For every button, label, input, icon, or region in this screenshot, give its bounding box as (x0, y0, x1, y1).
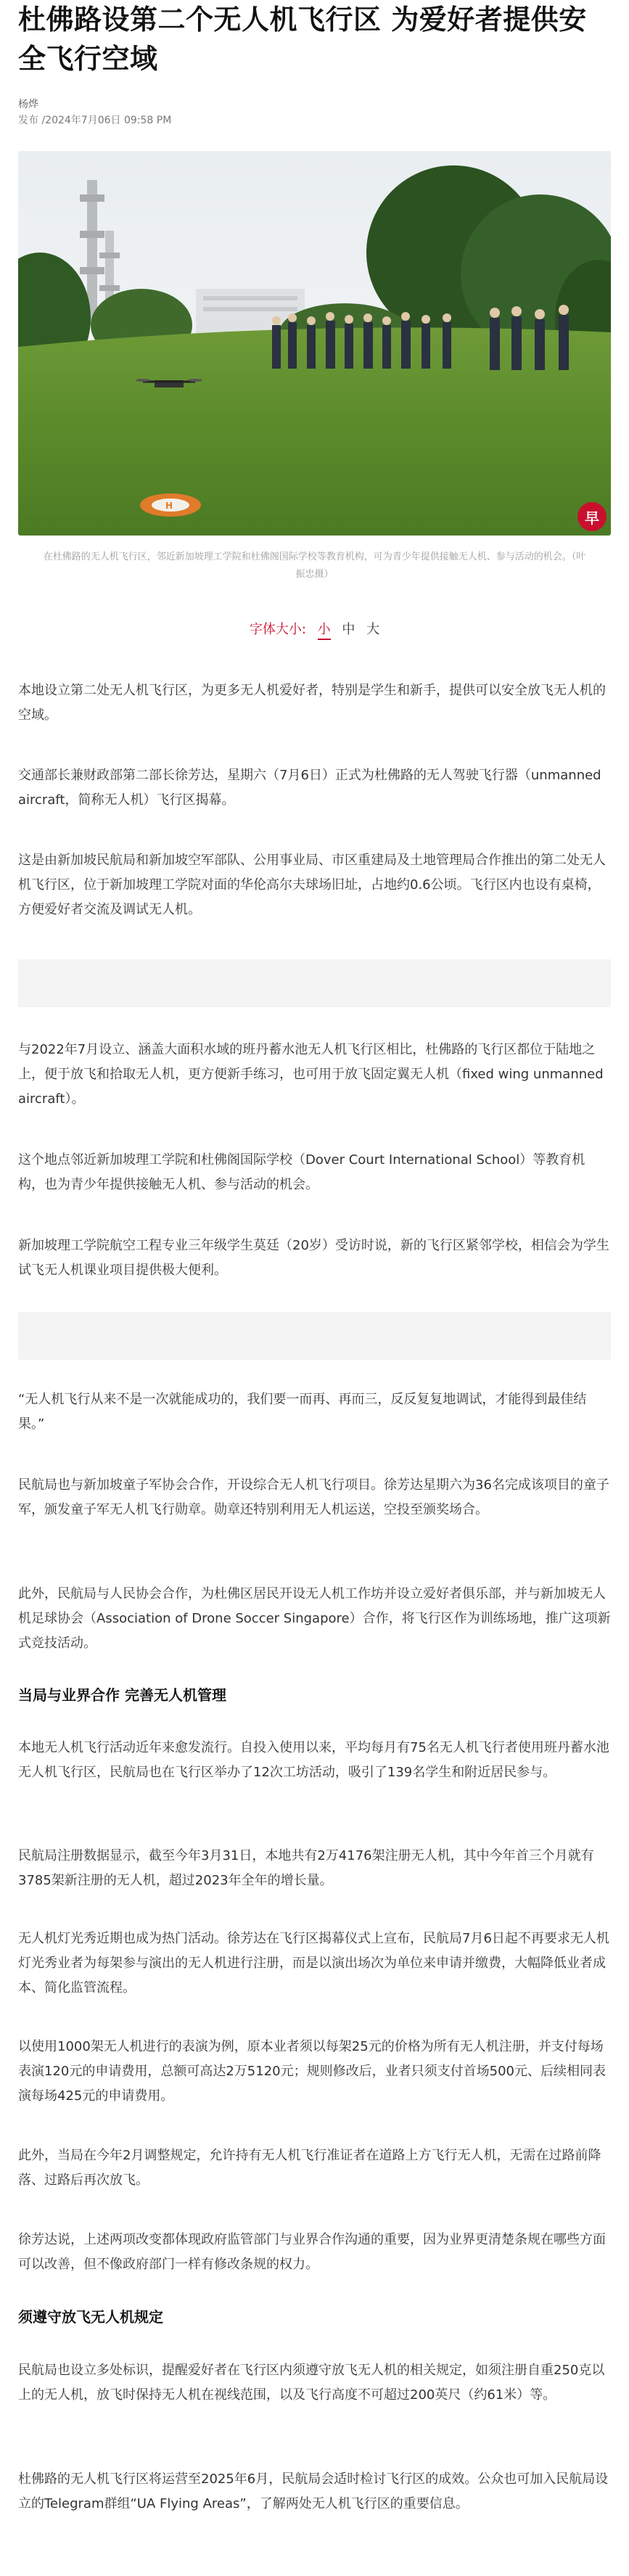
paragraph: 杜佛路的无人机飞行区将运营至2025年6月，民航局会适时检讨飞行区的成效。公众也可加入民航局设立的Telegram群组“UA Flying Areas”，了解两处无人机飞行区的重要信息。 (18, 2472, 609, 2511)
paragraph: 无人机灯光秀近期也成为热门活动。徐芳达在飞行区揭幕仪式上宣布，民航局7月6日起不再要求无人机灯光秀业者为每架参与演出的无人机进行注册，而是以演出场次为单位来申请并缴费，大幅降低业者成本、简化监管流程。 (18, 1931, 609, 1995)
image-caption: 在杜佛路的无人机飞行区，邻近新加坡理工学院和杜佛阁国际学校等教育机构，可为青少年提供接触无人机、参与活动的机会。（叶振忠摄） (43, 551, 586, 580)
font-size-medium-button[interactable]: 中 (342, 622, 355, 637)
paragraph: 民航局也设立多处标识，提醒爱好者在飞行区内须遵守放飞无人机的相关规定，如须注册自重250克以上的无人机，放飞时保持无人机在视线范围，以及飞行高度不可超过200英尺（约61米）等。 (18, 2363, 605, 2403)
ad-placeholder (18, 1312, 611, 1360)
svg-text:H: H (165, 501, 173, 511)
paragraph: 徐芳达说，上述两项改变都体现政府监管部门与业界合作沟通的重要，因为业界更清楚条规在哪些方面可以改善，但不像政府部门一样有修改条规的权力。 (18, 2232, 606, 2272)
paragraph: 这个地点邻近新加坡理工学院和杜佛阁国际学校（Dover Court International School）等教育机构，也为青少年提供接触无人机、参与活动的机会。 (18, 1152, 585, 1192)
paragraph: 民航局也与新加坡童子军协会合作，开设综合无人机飞行项目。徐芳达星期六为36名完成该项目的童子军，颁发童子军无人机飞行勋章。勋章还特别利用无人机运送，空投至颁奖场合。 (18, 1477, 609, 1517)
paragraph: 交通部长兼财政部第二部长徐芳达，星期六（7月6日）正式为杜佛路的无人驾驶飞行器（unmanned aircraft，简称无人机）飞行区揭幕。 (18, 768, 601, 808)
paragraph: 与2022年7月设立、涵盖大面积水域的班丹蓄水池无人机飞行区相比，杜佛路的飞行区都位于陆地之上，便于放飞和拾取无人机，更方便新手练习，也可用于放飞固定翼无人机（fixed wing unmanned aircraft）。 (18, 1042, 604, 1107)
paragraph: 本地无人机飞行活动近年来愈发流行。自投入使用以来，平均每月有75名无人机飞行者使用班丹蓄水池无人机飞行区，民航局也在飞行区举办了12次工坊活动，吸引了139名学生和附近居民参与。 (18, 1740, 609, 1780)
ad-placeholder (18, 959, 611, 1007)
paragraph: 以使用1000架无人机进行的表演为例，原本业者须以每架25元的价格为所有无人机注册，并支付每场表演120元的申请费用，总额可高达2万5120元；规则修改后，业者只须支付首场500元、后续相同表演每场425元的申请费用。 (18, 2039, 606, 2104)
quote-paragraph: “无人机飞行从来不是一次就能成功的，我们要一而再、再而三，反反复复地调试，才能得到最佳结果。” (18, 1392, 587, 1432)
section-heading: 须遵守放飞无人机规定 (18, 2308, 163, 2326)
drone-field-photo (18, 151, 611, 536)
section-heading: 当局与业界合作 完善无人机管理 (18, 1686, 226, 1704)
paragraph: 此外，当局在今年2月调整规定，允许持有无人机飞行准证者在道路上方飞行无人机，无需在过路前降落、过路后再次放飞。 (18, 2148, 601, 2188)
paragraph: 本地设立第二处无人机飞行区，为更多无人机爱好者，特别是学生和新手，提供可以安全放飞无人机的空域。 (18, 683, 606, 723)
font-size-large-button[interactable]: 大 (366, 622, 380, 637)
zaobao-logo: 早 (577, 502, 607, 531)
hero-image (18, 151, 611, 536)
publish-date: 发布 /2024年7月06日 09:58 PM (18, 115, 172, 126)
article-title: 杜佛路设第二个无人机飞行区 为爱好者提供安全飞行空域 (18, 4, 587, 75)
font-size-selector (18, 619, 611, 638)
author-name[interactable]: 杨烨 (18, 99, 38, 110)
paragraph: 这是由新加坡民航局和新加坡空军部队、公用事业局、市区重建局及土地管理局合作推出的第二处无人机飞行区，位于新加坡理工学院对面的华伦高尔夫球场旧址，占地约0.6公顷。飞行区内也设有桌椅，方便爱好者交流及调试无人机。 (18, 853, 606, 917)
paragraph: 此外，民航局与人民协会合作，为杜佛区居民开设无人机工作坊并设立爱好者俱乐部，并与新加坡无人机足球协会（Association of Drone Soccer Singapore）合作，将飞行区作为训练场地，推广这项新式竞技活动。 (18, 1586, 611, 1651)
font-size-small-button[interactable]: 小 (318, 622, 331, 640)
font-size-label: 字体大小: (249, 622, 306, 637)
paragraph: 民航局注册数据显示，截至今年3月31日，本地共有2万4176架注册无人机，其中今年首三个月就有3785架新注册的无人机，超过2023年全年的增长量。 (18, 1848, 594, 1888)
paragraph: 新加坡理工学院航空工程专业三年级学生莫廷（20岁）受访时说，新的飞行区紧邻学校，相信会为学生试飞无人机课业项目提供极大便利。 (18, 1238, 609, 1278)
